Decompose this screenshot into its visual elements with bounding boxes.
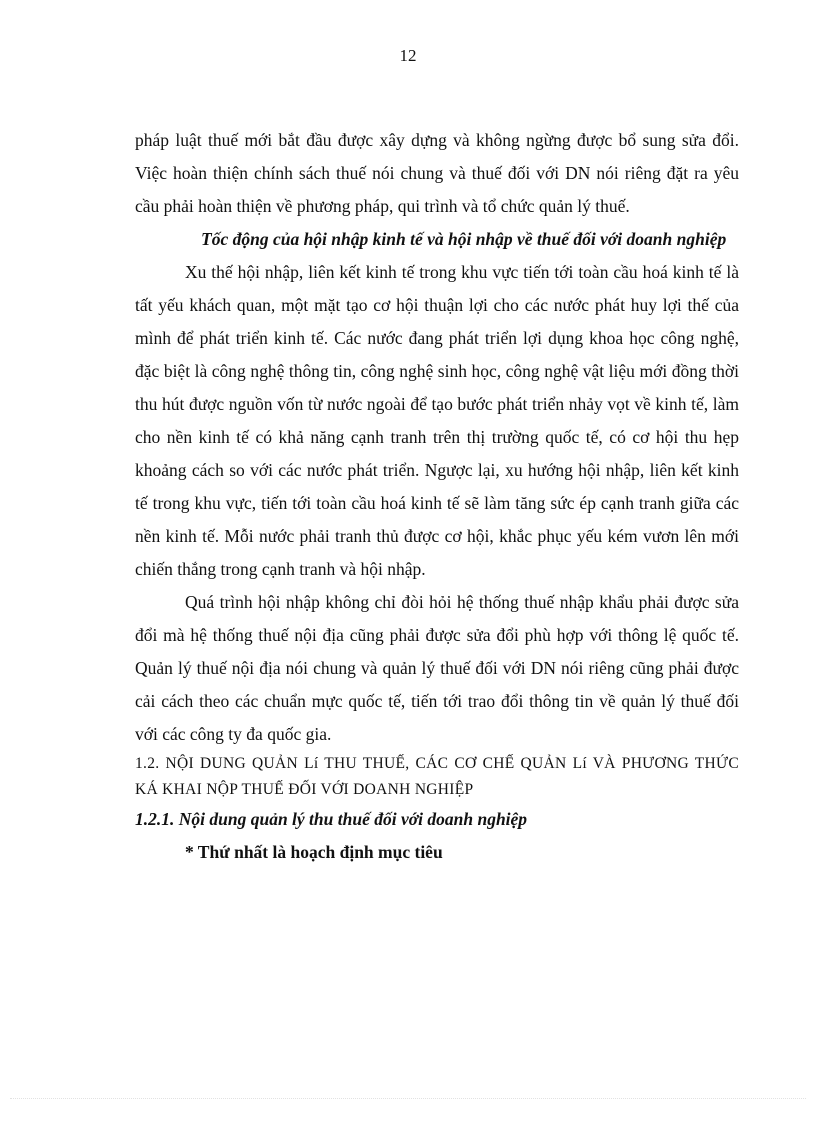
paragraph-integration-process: Quá trình hội nhập không chỉ đòi hỏi hệ thống thuế nhập khẩu phải được sửa đổi mà hệ thống thuế nội địa cũng phải được sửa đổi phù hợp với thông lệ quốc tế. Quản lý thuế nội địa nói chung và quản lý thuế đối với DN nói riêng cũng phải được cải cách theo các chuẩn mực quốc tế, tiến tới trao đổi thông tin về quản lý thuế đối với các công ty đa quốc gia. [135, 592, 739, 744]
subsection-title-1-2-1: 1.2.1. Nội dung quản lý thu thuế đối với doanh nghiệp [135, 809, 528, 829]
paragraph-tax-law: pháp luật thuế mới bắt đầu được xây dựng và không ngừng được bổ sung sửa đổi. Việc hoàn thiện chính sách thuế nói chung và thuế đối với DN nói riêng đặt ra yêu cầu phải hoàn thiện về phương pháp, qui trình và tổ chức quản lý thuế. [135, 130, 739, 216]
page-bottom-divider [10, 1098, 806, 1099]
page-number: 12 [399, 46, 417, 65]
item-first-objective: * Thứ nhất là hoạch định mục tiêu [185, 842, 443, 862]
section-title-1-2: 1.2. NỘI DUNG QUẢN Lí THU THUẾ, CÁC CƠ CHẾ QUẢN Lí VÀ PHƯƠNG THỨC KÁ KHAI NỘP THUẾ ĐỐI VỚI DOANH NGHIỆP [135, 755, 739, 798]
heading-integration-impact: Tốc động của hội nhập kinh tế và hội nhập về thuế đối với doanh nghiệp [201, 229, 727, 249]
document-body [135, 124, 739, 869]
paragraph-integration-trend: Xu thế hội nhập, liên kết kinh tế trong khu vực tiến tới toàn cầu hoá kinh tế là tất yếu khách quan, một mặt tạo cơ hội thuận lợi cho các nước phát huy lợi thế của mình để phát triển kinh tế. Các nước đang phát triển lợi dụng khoa học công nghệ, đặc biệt là công nghệ thông tin, công nghệ sinh học, công nghệ vật liệu mới đồng thời thu hút được nguồn vốn từ nước ngoài để tạo bước phát triển nhảy vọt về kinh tế, làm cho nền kinh tế có khả năng cạnh tranh trên thị trường quốc tế, có cơ hội thu hẹp khoảng cách so với các nước phát triển. Ngược lại, xu hướng hội nhập, liên kết kinh tế trong khu vực, tiến tới toàn cầu hoá kinh tế sẽ làm tăng sức ép cạnh tranh giữa các nền kinh tế. Mỗi nước phải tranh thủ được cơ hội, khắc phục yếu kém vươn lên mới chiến thắng trong cạnh tranh và hội nhập. [135, 262, 739, 579]
